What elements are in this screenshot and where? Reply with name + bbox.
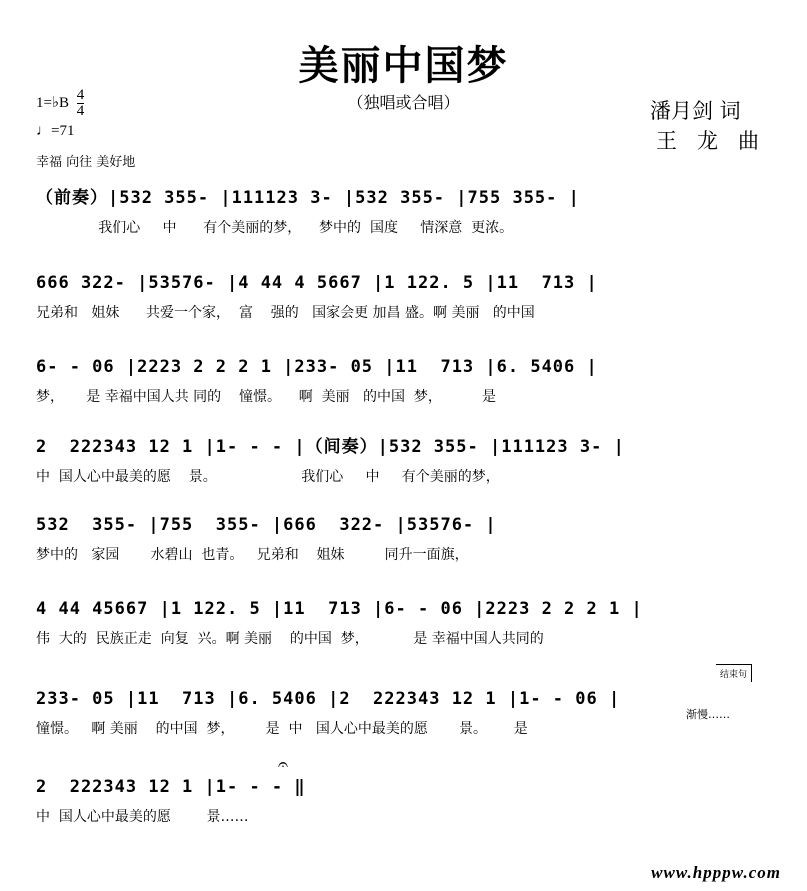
tempo-mark: ♩=71 [36, 123, 75, 139]
score-row-7 [36, 684, 774, 744]
lyrics-line: 憧憬。 啊 美丽 的中国 梦， 是 中 国人心中最美的愿 景。 是 [36, 721, 528, 737]
watermark: www.hpppw.com [651, 863, 781, 882]
expression-mark: 幸福 向往 美好地 [36, 155, 136, 170]
song-subtitle: （独唱或合唱） [347, 93, 460, 112]
key-signature [36, 88, 84, 119]
song-title: 美丽中国梦 [298, 43, 509, 89]
score-row-2 [36, 268, 774, 328]
lyrics-line: 中 国人心中最美的愿 景…… [36, 809, 249, 825]
lyricist: 潘月剑 词 [650, 99, 741, 123]
composer: 王龙曲 [656, 129, 779, 153]
lyrics-line: 我们心 中 有个美丽的梦， 梦中的 国度 情深意 更浓。 [36, 220, 514, 236]
score-row-4 [36, 432, 774, 492]
score-row-1 [36, 183, 774, 243]
credits [650, 96, 779, 156]
key-label: 1=♭B [36, 94, 70, 111]
time-top: 4 [76, 87, 85, 103]
score-row-5 [36, 510, 774, 570]
lyrics-line: 梦中的 家园 水碧山 也青。 兄弟和 姐妹 同升一面旗， [36, 547, 469, 563]
lyrics-line: 中 国人心中最美的愿 景。 我们心 中 有个美丽的梦， [36, 469, 500, 485]
melody-line: 2 222343 12 1 |1- - - |（间奏）|532 355- |111123 3- | [36, 437, 625, 457]
end-phrase-mark: 结束句 [716, 664, 752, 682]
lyrics-line: 兄弟和 姐妹 共爱一个家， 富 强的 国家会更 加昌 盛。啊 美丽 的中国 [36, 305, 535, 321]
melody-line: （前奏）|532 355- |111123 3- |532 355- |755 355- | [36, 188, 580, 208]
ritardando-mark: 渐慢…… [686, 708, 730, 721]
melody-line: 233- 05 |11 713 |6. 5406 |2 222343 12 1 |1- - 06 | [36, 689, 621, 709]
time-bottom: 4 [76, 103, 85, 119]
melody-line: 6- - 06 |2223 2 2 2 1 |233- 05 |11 713 |6. 5406 | [36, 357, 598, 377]
melody-line: 2 222343 12 1 |1- - - ‖ [36, 777, 306, 797]
score-row-3 [36, 352, 774, 412]
fermata-icon: 𝄐 [278, 754, 289, 775]
lyrics-line: 梦， 是 幸福中国人共 同的 憧憬。 啊 美丽 的中国 梦， 是 [36, 389, 496, 405]
time-signature [77, 88, 85, 119]
melody-line: 4 44 45667 |1 122. 5 |11 713 |6- - 06 |2223 2 2 2 1 | [36, 599, 643, 619]
score-row-8 [36, 772, 774, 832]
melody-line: 532 355- |755 355- |666 322- |53576- | [36, 515, 497, 535]
score-row-6 [36, 594, 774, 654]
lyrics-line: 伟 大的 民族正走 向复 兴。啊 美丽 的中国 梦， 是 幸福中国人共同的 [36, 631, 544, 647]
melody-line: 666 322- |53576- |4 44 4 5667 |1 122. 5 |11 713 | [36, 273, 598, 293]
